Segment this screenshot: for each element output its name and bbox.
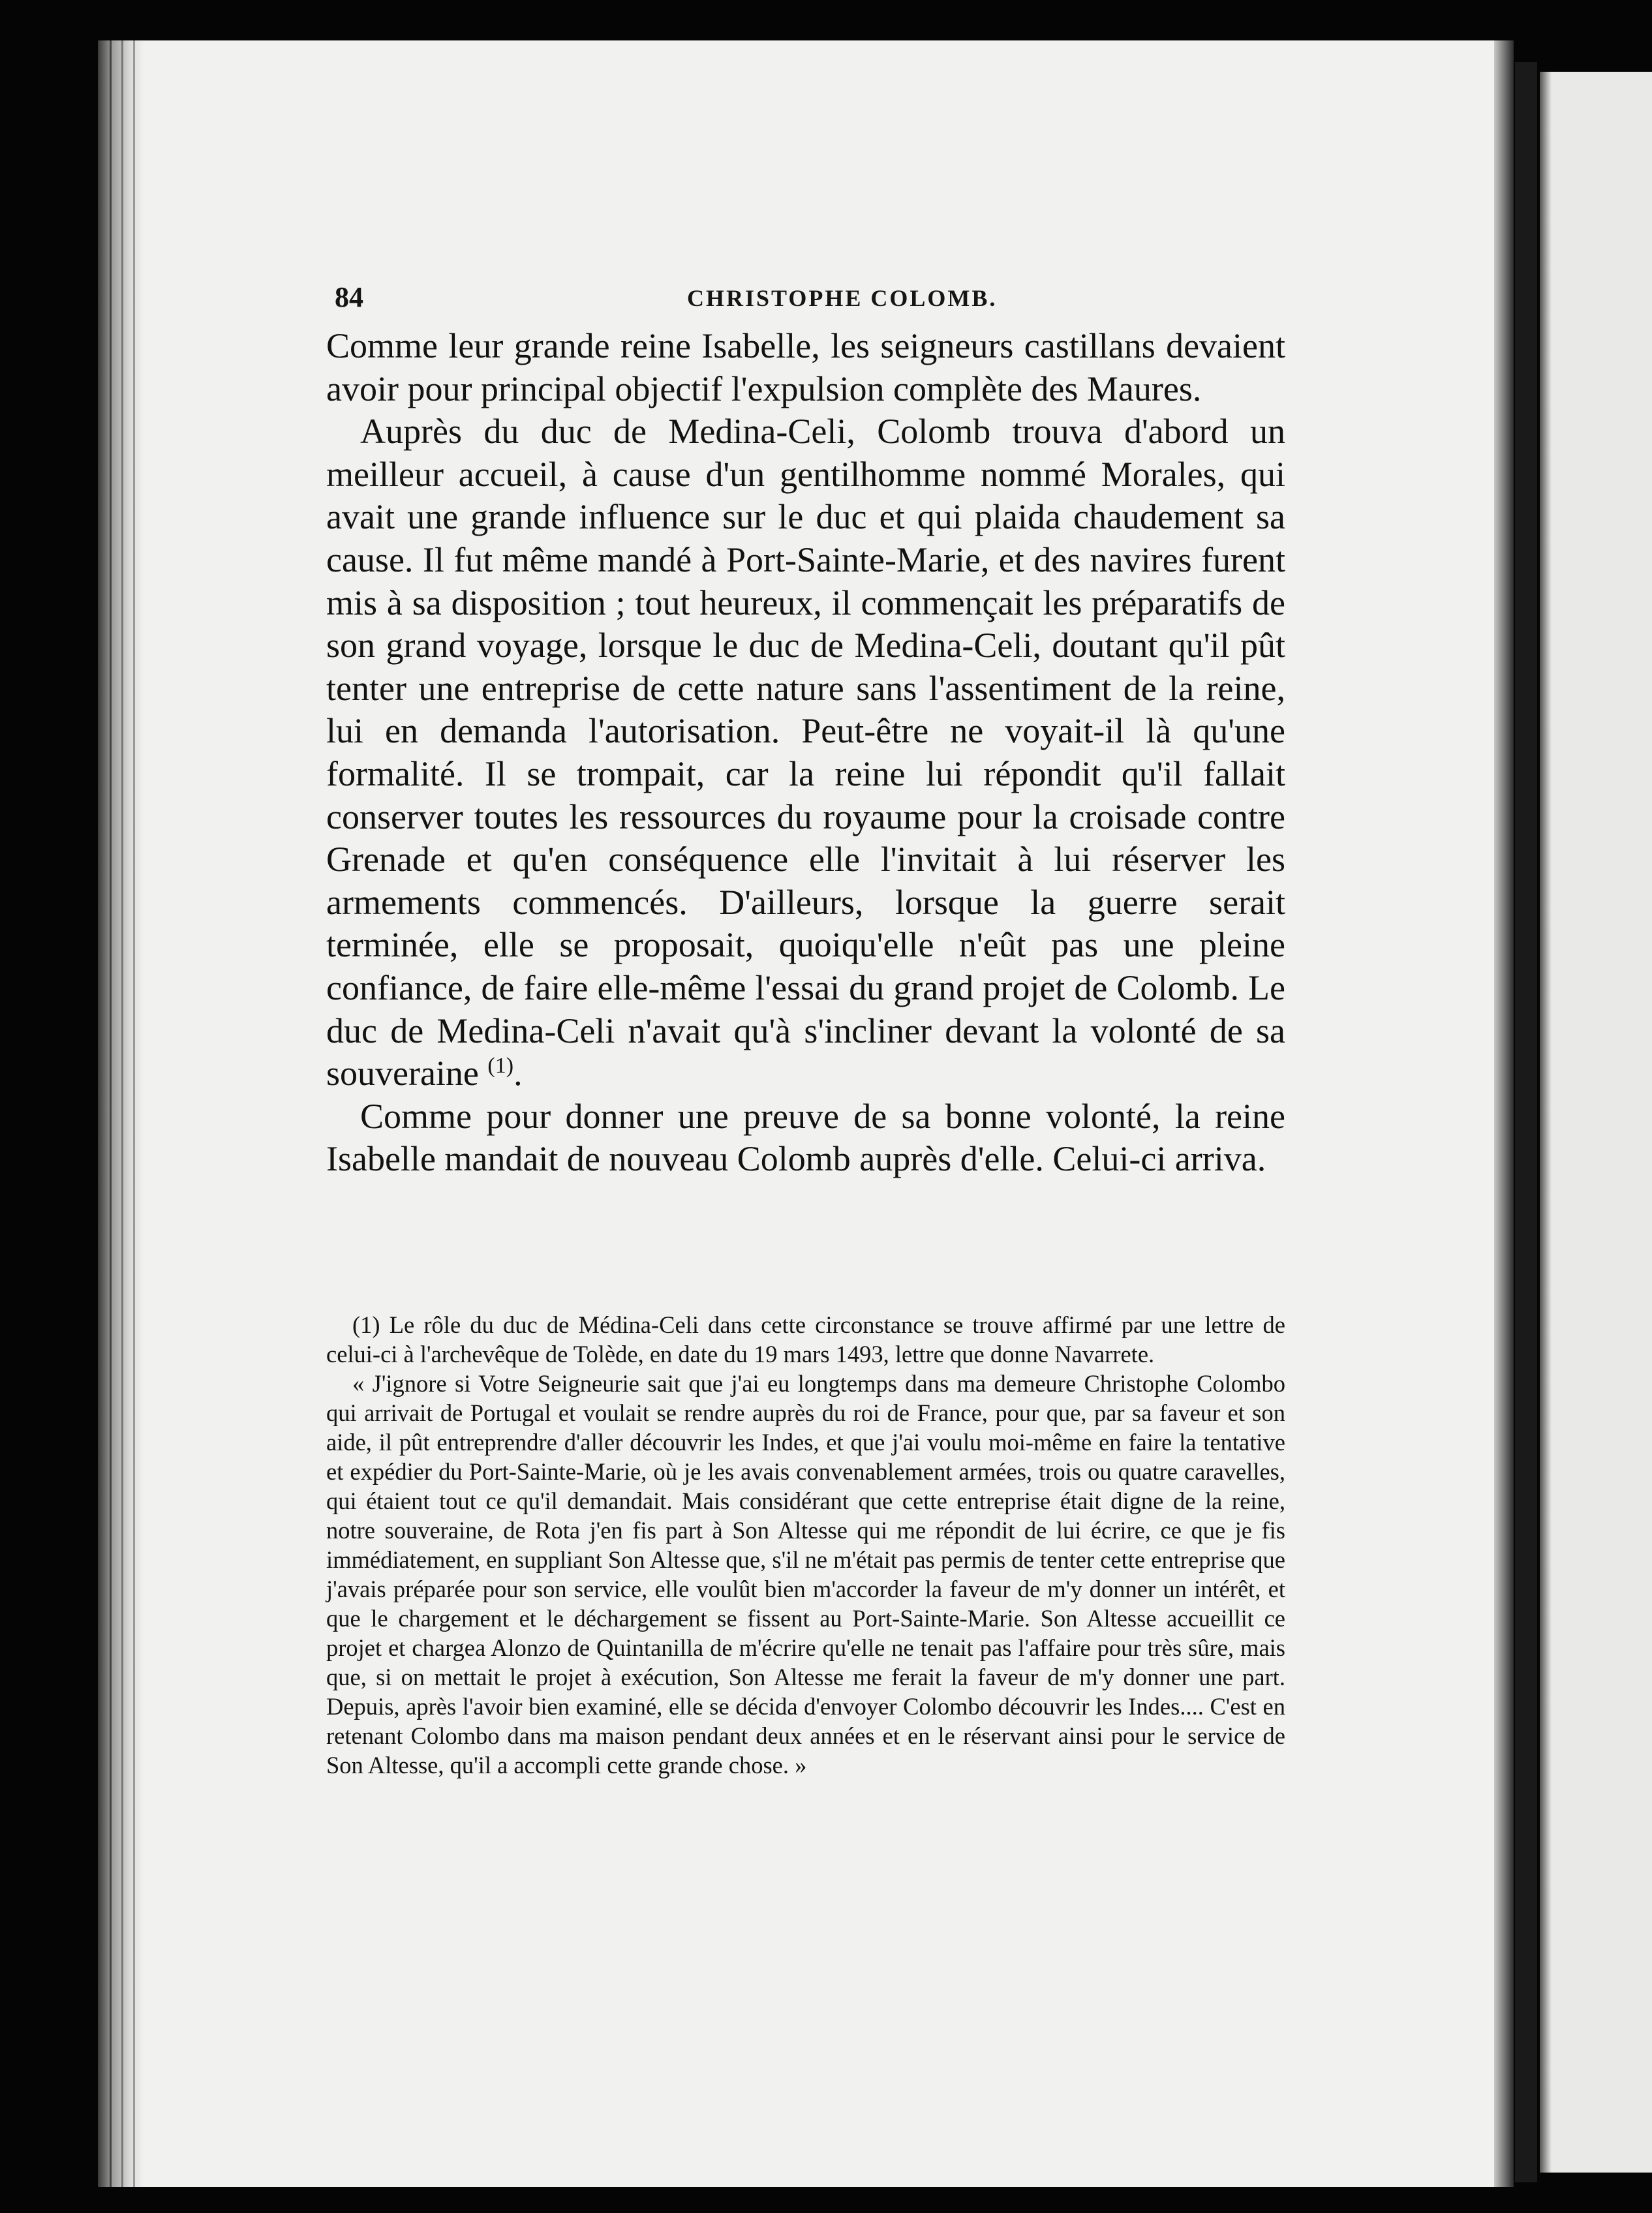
paragraph-text: Auprès du duc de Medina-Celi, Colomb trouva d'abord un meilleur accueil, à cause d'un gentilhomme nommé Morales, qui avait une grande influence sur le duc et qui plaida chaudement sa cause. Il fut même mandé à Port-Sainte-Marie, et des navires furent mis à sa disposition ; tout heureux, il commençait les préparatifs de son grand voyage, lorsque le duc de Medina-Celi, doutant qu'il pût tenter une entreprise de cette nature sans l'assentiment de la reine, lui en demanda l'autorisation. Peut-être ne voyait-il là qu'une formalité. Il se trompait, car la reine lui répondit qu'il fallait conserver toutes les ressources du royaume pour la croisade contre Grenade et qu'en conséquence elle l'invitait à lui réserver les armements commencés. D'ailleurs, lorsque la guerre serait terminée, elle se proposait, quoiqu'elle n'eût pas une pleine confiance, de faire elle-même l'essai du grand projet de Colomb. Le duc de Medina-Celi n'avait qu'à s'incliner devant la volonté de sa souveraine [326,412,1285,1093]
book-page [98,40,1501,2187]
footnotes [326,1310,1285,1780]
paragraph: Auprès du duc de Medina-Celi, Colomb trouva d'abord un meilleur accueil, à cause d'un gentilhomme nommé Morales, qui avait une grande influence sur le duc et qui plaida chaudement sa cause. Il fut même mandé à Port-Sainte-Marie, et des navires furent mis à sa disposition ; tout heureux, il commençait les préparatifs de son grand voyage, lorsque le duc de Medina-Celi, doutant qu'il pût tenter une entreprise de cette nature sans l'assentiment de la reine, lui en demanda l'autorisation. Peut-être ne voyait-il là qu'une formalité. Il se trompait, car la reine lui répondit qu'il fallait conserver toutes les ressources du royaume pour la croisade contre Grenade et qu'en conséquence elle l'invitait à lui réserver les armements commencés. D'ailleurs, lorsque la guerre serait terminée, elle se proposait, quoiqu'elle n'eût pas une pleine confiance, de faire elle-même l'essai du grand projet de Colomb. Le duc de Medina-Celi n'avait qu'à s'incliner devant la volonté de sa souveraine $^{(1)}$. [326,412,1285,1093]
page-edge-line [110,40,112,2187]
adjacent-page-shadow [1540,72,1552,2173]
page-edge-line [121,40,123,2187]
running-head: CHRISTOPHE COLOMB. [687,285,998,311]
binding-shadow [1515,62,1537,2182]
page-gutter-left [98,40,144,2187]
page-edge-line [133,40,135,2187]
page-number: 84 [335,281,363,313]
page-header [335,281,1300,320]
footnote-reference: (1) [487,1054,514,1078]
paragraph: Comme pour donner une preuve de sa bonne volonté, la reine Isabelle mandait de nouveau Colomb auprès d'elle. Celui-ci arriva. [326,1096,1285,1179]
adjacent-page-edge [1540,72,1652,2173]
footnote: (1) Le rôle du duc de Médina-Celi dans cette circonstance se trouve affirmé par une lettre de celui-ci à l'archevêque de Tolède, en date du 19 mars 1493, lettre que donne Navarrete. [326,1311,1285,1367]
footnote-quote: « J'ignore si Votre Seigneurie sait que j'ai eu longtemps dans ma demeure Christophe Colombo qui arrivait de Portugal et voulait se rendre auprès du roi de France, pour que, par sa faveur et son aide, il pût entreprendre d'aller découvrir les Indes, et que j'ai voulu moi-même en faire la tentative et expédier du Port-Sainte-Marie, où je les avais convenablement armées, trois ou quatre caravelles, qui étaient tout ce qu'il demandait. Mais considérant que cette entreprise était digne de la reine, notre souveraine, de Rota j'en fis part à Son Altesse qui me répondit de lui écrire, ce que je fis immédiatement, en suppliant Son Altesse que, s'il ne m'était pas permis de tenter cette entreprise que j'avais préparée pour son service, elle voulût bien m'accorder la faveur de m'y donner un intérêt, et que le chargement et le déchargement se fissent au Port-Sainte-Marie. Son Altesse accueillit ce projet et chargea Alonzo de Quintanilla de m'écrire qu'elle ne tenait pas l'affaire pour très sûre, mais que, si on mettait le projet à exécution, Son Altesse me ferait la faveur de m'y donner une part. Depuis, après l'avoir bien examiné, elle se décida d'envoyer Colombo découvrir les Indes.... C'est en retenant Colombo dans ma maison pendant deux années et en le réservant ainsi pour le service de Son Altesse, qu'il a accompli cette grande chose. » [326,1370,1285,1778]
page-gutter-right [1494,40,1514,2187]
main-text [326,325,1285,1181]
paragraph: Comme leur grande reine Isabelle, les seigneurs castillans devaient avoir pour principal objectif l'expulsion complète des Maures. [326,326,1285,408]
